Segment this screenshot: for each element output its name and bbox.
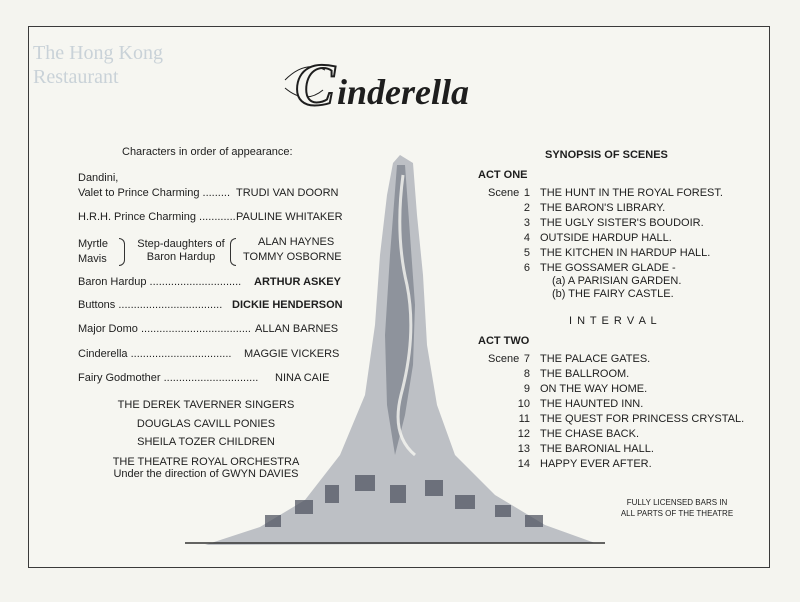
scene-title: THE BALLROOM. [540,368,630,380]
left-brace [119,238,125,266]
fairy-godmother-role: Fairy Godmother ............................... [78,372,259,384]
synopsis-heading: SYNOPSIS OF SCENES [545,149,668,161]
bars-note-line-1: FULLY LICENSED BARS IN [626,498,728,507]
scene-title: THE KITCHEN IN HARDUP HALL. [540,247,711,259]
scene-title: ON THE WAY HOME. [540,383,648,395]
buttons-actor: DICKIE HENDERSON [232,299,343,311]
dandini-name: Dandini, [78,172,119,184]
cinderella-role: Cinderella ................................. [78,348,232,360]
scene-title: THE UGLY SISTER'S BOUDOIR. [540,217,704,229]
cinderella-logo [275,30,535,130]
scene-title: THE QUEST FOR PRINCESS CRYSTAL. [540,413,745,425]
children-credit: SHEILA TOZER CHILDREN [137,436,275,448]
scene-title: THE BARONIAL HALL. [540,443,654,455]
scene-title: THE GOSSAMER GLADE - [540,262,676,274]
scene-number: 13 [517,443,530,455]
scene-title: OUTSIDE HARDUP HALL. [540,232,672,244]
scene-title: THE HAUNTED INN. [540,398,644,410]
act-one-heading: ACT ONE [478,169,528,181]
dandini-role: Valet to Prince Charming ......... [78,187,231,199]
scene-title: THE PALACE GATES. [540,353,651,365]
scene-number: 10 [517,398,530,410]
buttons-role: Buttons .................................. [78,299,223,311]
show-through-text: The Hong Kong Restaurant [33,42,163,88]
step-daughters-label: Step-daughters of [137,238,225,250]
ponies-credit: DOUGLAS CAVILL PONIES [136,418,276,430]
scene-number: 11 [518,413,530,425]
scene-number: 12 [517,428,530,440]
myrtle-actor: ALAN HAYNES [258,236,335,248]
cinderella-actor: MAGGIE VICKERS [244,348,340,360]
interval-label: I N T E R V A L [569,315,658,327]
mavis-name: Mavis [78,253,107,265]
scene-title: THE BARON'S LIBRARY. [540,202,666,214]
cast-heading: Characters in order of appearance: [122,146,293,158]
subscene-b: (b) THE FAIRY CASTLE. [552,288,674,300]
scene-number: 1 [523,187,530,199]
fairy-godmother-actor: NINA CAIE [275,372,330,384]
right-brace [230,238,236,266]
scene-number: 7 [523,353,530,365]
major-domo-actor: ALLAN BARNES [255,323,339,335]
scene-number: 8 [523,368,530,380]
mavis-actor: TOMMY OSBORNE [243,251,342,263]
svg-text:C: C [295,52,336,118]
prince-role: H.R.H. Prince Charming ............ [78,211,236,223]
baron-role: Baron Hardup .............................. [78,276,242,288]
scene-number: 2 [523,202,530,214]
scene-number: 6 [523,262,530,274]
scene-number: 14 [517,458,530,470]
scene-label: Scene [488,353,520,365]
scene-number: 9 [523,383,530,395]
subscene-a: (a) A PARISIAN GARDEN. [552,275,682,287]
baron-hardup-label: Baron Hardup [146,251,216,263]
major-domo-role: Major Domo .................................... [78,323,251,335]
scene-number: 4 [523,232,530,244]
scene-number: 3 [523,217,530,229]
act-two-heading: ACT TWO [478,335,530,347]
orchestra-direction: Under the direction of GWYN DAVIES [113,468,299,480]
singers-credit: THE DEREK TAVERNER SINGERS [117,399,295,411]
baron-actor: ARTHUR ASKEY [254,276,341,288]
scene-title: HAPPY EVER AFTER. [540,458,652,470]
svg-text:inderella: inderella [337,72,469,112]
prince-actor: PAULINE WHITAKER [236,211,343,223]
orchestra-credit: THE THEATRE ROYAL ORCHESTRA [112,456,300,468]
scene-label: Scene [488,187,520,199]
scene-number: 5 [523,247,530,259]
dandini-actor: TRUDI VAN DOORN [236,187,339,199]
bars-note-line-2: ALL PARTS OF THE THEATRE [620,509,734,518]
scene-title: THE CHASE BACK. [540,428,640,440]
scene-title: THE HUNT IN THE ROYAL FOREST. [540,187,723,199]
myrtle-name: Myrtle [78,238,108,250]
